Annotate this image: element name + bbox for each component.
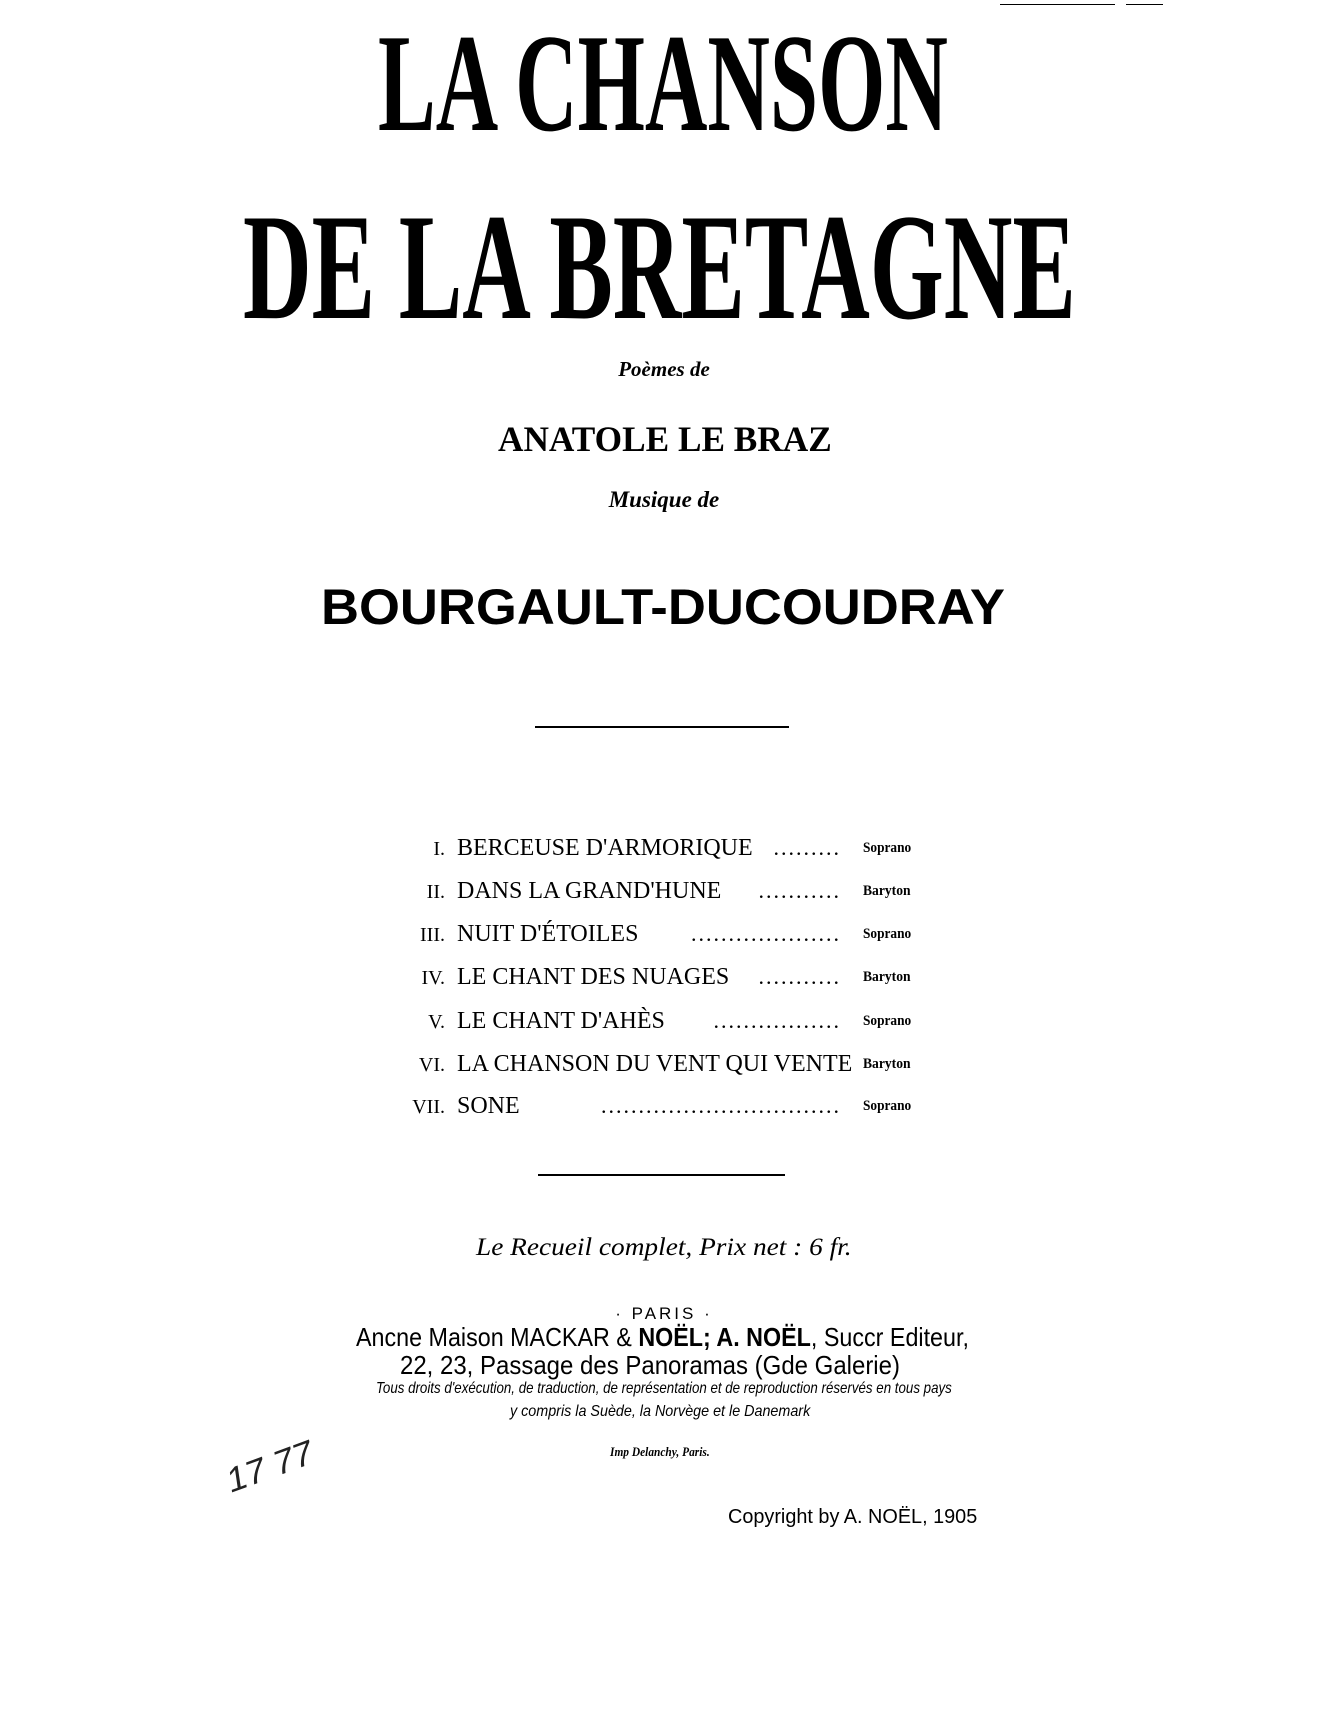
item-number: VI. <box>418 1054 445 1076</box>
copyright: Copyright by A. NOËL, 1905 <box>728 1506 978 1528</box>
rights-notice-1: Tous droits d'exécution, de traduction, de représentation et de reproduction réservés en tous pays <box>376 1380 952 1397</box>
item-voice: Baryton <box>863 1056 911 1072</box>
publisher-name <box>356 1322 969 1353</box>
item-title: NUIT D'ÉTOILES <box>457 921 639 947</box>
title-line-1: LA CHANSON <box>378 6 948 161</box>
publisher-city: · PARIS · <box>615 1304 713 1323</box>
item-voice: Soprano <box>863 840 912 856</box>
item-voice: Soprano <box>863 926 912 942</box>
item-number: III. <box>420 924 445 946</box>
item-title: DANS LA GRAND'HUNE <box>457 878 722 904</box>
item-leader-dots: .................... <box>691 921 841 946</box>
item-title: SONE <box>457 1093 520 1119</box>
divider <box>535 726 789 728</box>
composer-name: BOURGAULT-DUCOUDRAY <box>321 579 1005 635</box>
item-leader-dots: ........... <box>758 878 841 903</box>
item-number: VII. <box>412 1096 445 1118</box>
divider <box>538 1174 785 1176</box>
item-title: LE CHANT D'AHÈS <box>457 1008 665 1034</box>
item-title: LA CHANSON DU VENT QUI VENTE <box>457 1051 853 1077</box>
item-voice: Baryton <box>863 969 911 985</box>
item-title: BERCEUSE D'ARMORIQUE <box>457 835 753 861</box>
printer-imprint: Imp Delanchy, Paris. <box>610 1444 710 1459</box>
publisher-prefix: Ancne Maison MACKAR & <box>356 1322 639 1352</box>
publisher-address: 22, 23, Passage des Panoramas (Gde Galerie) <box>400 1350 900 1380</box>
item-number: II. <box>426 881 445 903</box>
scan-mark-line <box>1000 4 1115 5</box>
publisher-firm: NOËL; A. NOËL <box>638 1322 811 1352</box>
rights-notice-2: y compris la Suède, la Norvège et le Danemark <box>510 1403 811 1420</box>
title-line-2: DE LA BRETAGNE <box>243 183 1076 351</box>
item-leader-dots: ................................ <box>601 1093 841 1118</box>
poems-label: Poèmes de <box>618 357 710 381</box>
item-voice: Soprano <box>863 1013 912 1029</box>
item-title: LE CHANT DES NUAGES <box>457 964 730 990</box>
scan-mark-line <box>1126 4 1163 5</box>
item-number: IV. <box>421 967 445 989</box>
item-voice: Baryton <box>863 883 911 899</box>
item-leader-dots: ................. <box>713 1008 841 1033</box>
item-number: I. <box>433 838 445 860</box>
item-leader-dots: ......... <box>773 835 841 860</box>
music-label: Musique de <box>608 487 720 512</box>
item-voice: Soprano <box>863 1098 912 1114</box>
publisher-suffix: , Succr Editeur, <box>810 1322 969 1352</box>
item-number: V. <box>428 1011 445 1033</box>
poet-name: ANATOLE LE BRAZ <box>498 419 832 459</box>
item-leader-dots: ........... <box>758 964 841 989</box>
handwritten-note: 17 77 <box>221 1433 319 1501</box>
price-line: Le Recueil complet, Prix net : 6 fr. <box>476 1234 852 1261</box>
